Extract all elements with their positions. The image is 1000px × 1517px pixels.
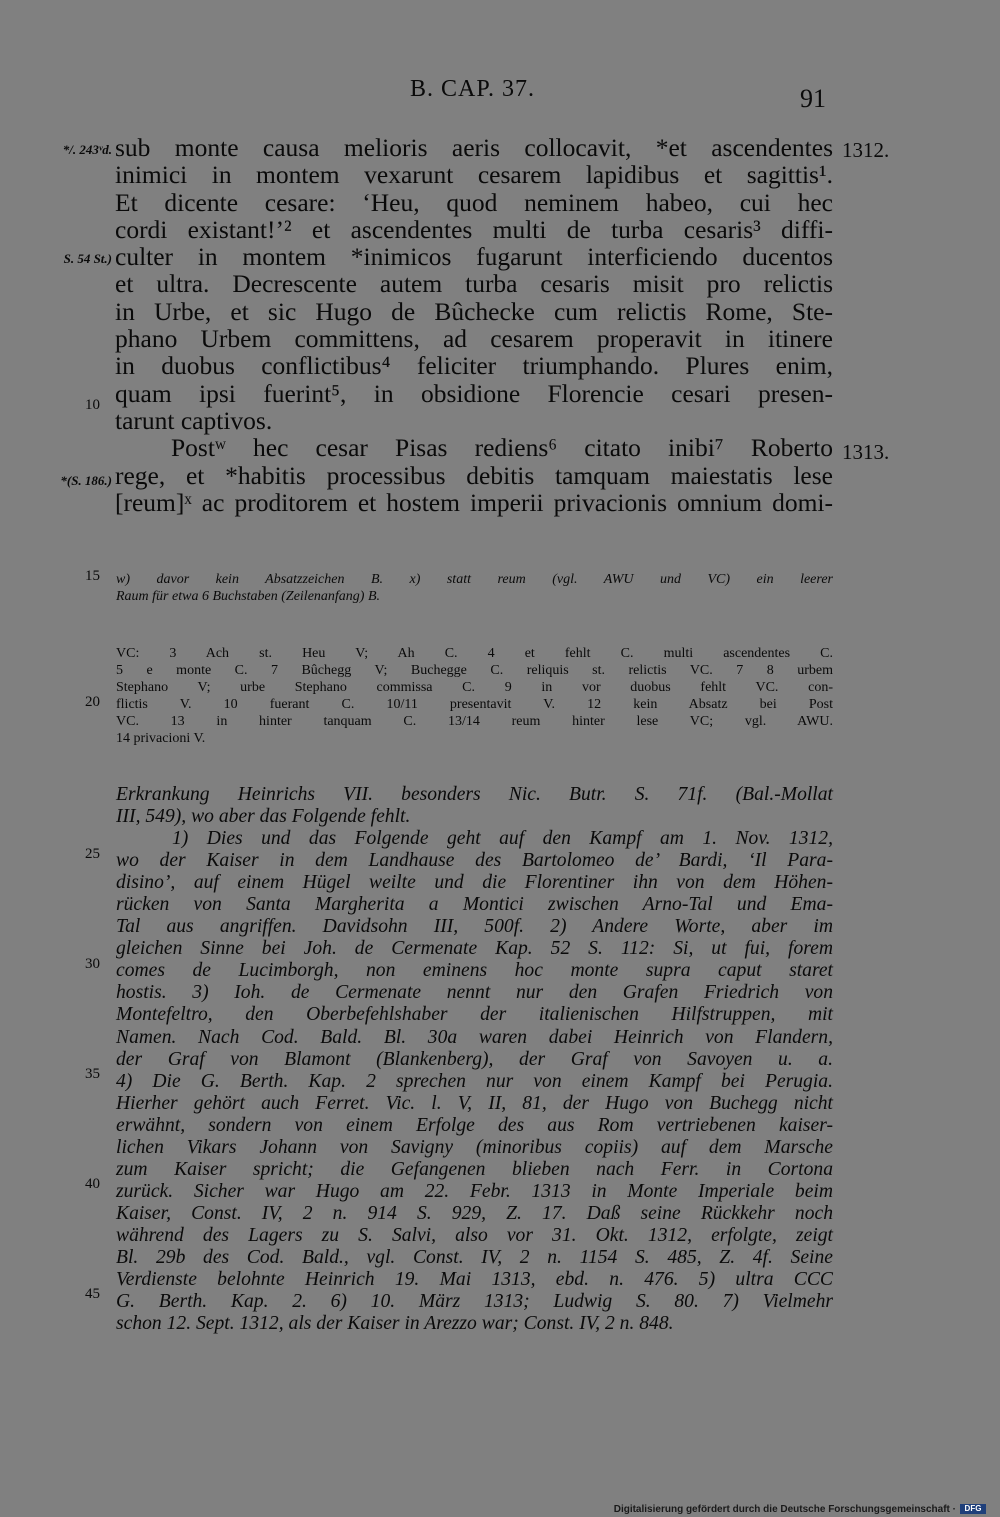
line-number: 20 [85, 694, 100, 710]
commentary-line: III, 549), wo aber das Folgende fehlt. [116, 806, 411, 828]
commentary-line: zurück. Sicher war Hugo am 22. Febr. 1313 in Monte Imperiale beim [116, 1180, 833, 1202]
main-text-line: in duobus conflictibus⁴ feliciter triumphando. Plures enim, [115, 351, 833, 381]
commentary-line: 4) Die G. Berth. Kap. 2 sprechen nur von einem Kampf bei Perugia. [116, 1070, 833, 1092]
main-text-line: et ultra. Decrescente autem turba cesaris misit pro relictis [115, 269, 833, 299]
commentary-line: disino’, auf einem Hügel weilte und die Florentiner ihn von dem Höhen- [116, 872, 833, 894]
line-number: 40 [85, 1176, 100, 1192]
main-text-line: cordi existant!’² et ascendentes multi de turba cesaris³ diffi- [115, 214, 833, 244]
main-text-line: phano Urbem committens, ad cesarem properavit in itinere [115, 324, 833, 354]
margin-reference: */. 243ᵛd. [62, 142, 112, 157]
digitization-credit: Digitalisierung gefördert durch die Deutsche Forschungsgemeinschaft · [613, 1504, 956, 1515]
line-number: 10 [85, 397, 100, 413]
main-text-line: sub monte causa melioris aeris collocavit, *et ascendentes [115, 133, 833, 162]
commentary-line: Hierher gehört auch Ferret. Vic. l. V, II, 81, der Hugo von Buchegg nicht [116, 1092, 833, 1114]
textual-apparatus [116, 571, 833, 605]
main-text-line: Postʷ hec cesar Pisas rediens⁶ citato inibi⁷ Roberto [171, 433, 833, 463]
commentary-line: G. Berth. Kap. 2. 6) 10. März 1313; Ludwig S. 80. 7) Vielmehr [116, 1291, 833, 1313]
commentary-line: schon 12. Sept. 1312, als der Kaiser in Arezzo war; Const. IV, 2 n. 848. [116, 1313, 674, 1335]
commentary-line: Verdienste belohnte Heinrich 19. Mai 1313, ebd. n. 476. 5) ultra CCC [116, 1269, 833, 1291]
line-number: 45 [85, 1286, 100, 1302]
apparatus-line: 14 privacioni V. [116, 731, 206, 746]
main-text [115, 134, 833, 516]
margin-reference: *(S. 186.) [60, 473, 112, 488]
apparatus-line: Raum für etwa 6 Buchstaben (Zeilenanfang) B. [116, 589, 381, 604]
apparatus-line: VC: 3 Ach st. Heu V; Ah C. 4 et fehlt C. multi ascendentes C. [116, 646, 833, 661]
line-number: 35 [85, 1066, 100, 1082]
commentary-line: Kaiser, Const. IV, 2 n. 914 S. 929, Z. 17. Daß seine Rückkehr noch [116, 1202, 833, 1224]
main-text-line: [reum]ˣ ac proditorem et hostem imperii privacionis omnium domi- [115, 487, 833, 517]
commentary-line: Namen. Nach Cod. Bald. Bl. 30a waren dabei Heinrich von Flandern, [116, 1026, 833, 1048]
commentary-line: rücken von Santa Margherita a Montici zwischen Arno-Tal und Ema- [116, 894, 833, 916]
main-text-line: Et dicente cesare: ‘Heu, quod neminem habeo, cui hec [115, 187, 833, 217]
main-text-line: in Urbe, et sic Hugo de Bûchecke cum relictis Rome, Ste- [115, 296, 833, 326]
commentary-line: hostis. 3) Ioh. de Cermenate nennt nur den Grafen Friedrich von [116, 982, 833, 1004]
commentary-line: Montefeltro, den Oberbefehlshaber der italienischen Hilfstruppen, mit [116, 1004, 833, 1026]
margin-year: 1312. [842, 138, 890, 162]
main-text-line: quam ipsi fuerint⁵, in obsidione Florencie cesari presen- [115, 378, 833, 408]
apparatus-line: w) davor kein Absatzzeichen B. x) statt reum (vgl. AWU und VC) ein leerer [116, 572, 833, 587]
dfg-logo: DFG [960, 1504, 986, 1514]
variant-apparatus [116, 645, 833, 747]
main-text-line: culter in montem *inimicos fugarunt interficiendo ducentos [115, 242, 833, 272]
apparatus-line: Stephano V; urbe Stephano commissa C. 9 in vor duobus fehlt VC. con- [116, 680, 833, 695]
commentary-line: Bl. 29b des Cod. Bald., vgl. Const. IV, 2 n. 1154 S. 485, Z. 4f. Seine [116, 1246, 833, 1268]
commentary-notes [116, 784, 833, 1335]
running-head: B. CAP. 37. [410, 76, 536, 102]
commentary-line: Erkrankung Heinrichs VII. besonders Nic. Butr. S. 71f. (Bal.-Mollat [116, 784, 833, 805]
apparatus-line: flictis V. 10 fuerant C. 10/11 presentavit V. 12 kein Absatz bei Post [116, 697, 833, 712]
line-number: 25 [85, 846, 100, 862]
commentary-line: Tal aus angriffen. Davidsohn III, 500f. 2) Andere Worte, aber im [116, 916, 833, 938]
apparatus-line: VC. 13 in hinter tanquam C. 13/14 reum hinter lese VC; vgl. AWU. [116, 714, 833, 729]
main-text-line: inimici in montem vexarunt cesarem lapidibus et sagittis¹. [115, 160, 833, 190]
main-text-line: rege, et *habitis processibus debitis tamquam maiestatis lese [115, 460, 833, 490]
commentary-line: gleichen Sinne bei Joh. de Cermenate Kap. 52 S. 112: Si, ut fui, forem [116, 938, 833, 960]
main-text-line: tarunt captivos. [115, 405, 273, 435]
apparatus-line: 5 e monte C. 7 Bûchegg V; Buchegge C. reliquis st. relictis VC. 7 8 urbem [116, 663, 833, 678]
commentary-line: zum Kaiser spricht; die Gefangenen blieben nach Ferr. in Cortona [116, 1158, 833, 1180]
commentary-line: wo der Kaiser in dem Landhause des Bartolomeo de’ Bardi, ‘Il Para- [116, 850, 833, 872]
margin-reference: S. 54 St.) [63, 251, 112, 266]
margin-year: 1313. [842, 440, 890, 464]
commentary-line: comes de Lucimborgh, non eminens hoc monte supra caput staret [116, 960, 833, 982]
commentary-line: erwähnt, sondern von einem Erfolge des aus Rom vertriebenen kaiser- [116, 1114, 833, 1136]
commentary-line: 1) Dies und das Folgende geht auf den Kampf am 1. Nov. 1312, [172, 828, 833, 850]
commentary-line: lichen Vikars Johann von Savigny (minoribus copiis) auf dem Marsche [116, 1136, 833, 1158]
commentary-line: der Graf von Blamont (Blankenberg), der Graf von Savoyen u. a. [116, 1048, 833, 1070]
commentary-line: während des Lagers zu S. Salvi, also vor 31. Okt. 1312, erfolgte, zeigt [116, 1224, 833, 1246]
line-number: 15 [85, 568, 100, 584]
line-number: 30 [85, 956, 100, 972]
page-number: 91 [800, 84, 826, 113]
